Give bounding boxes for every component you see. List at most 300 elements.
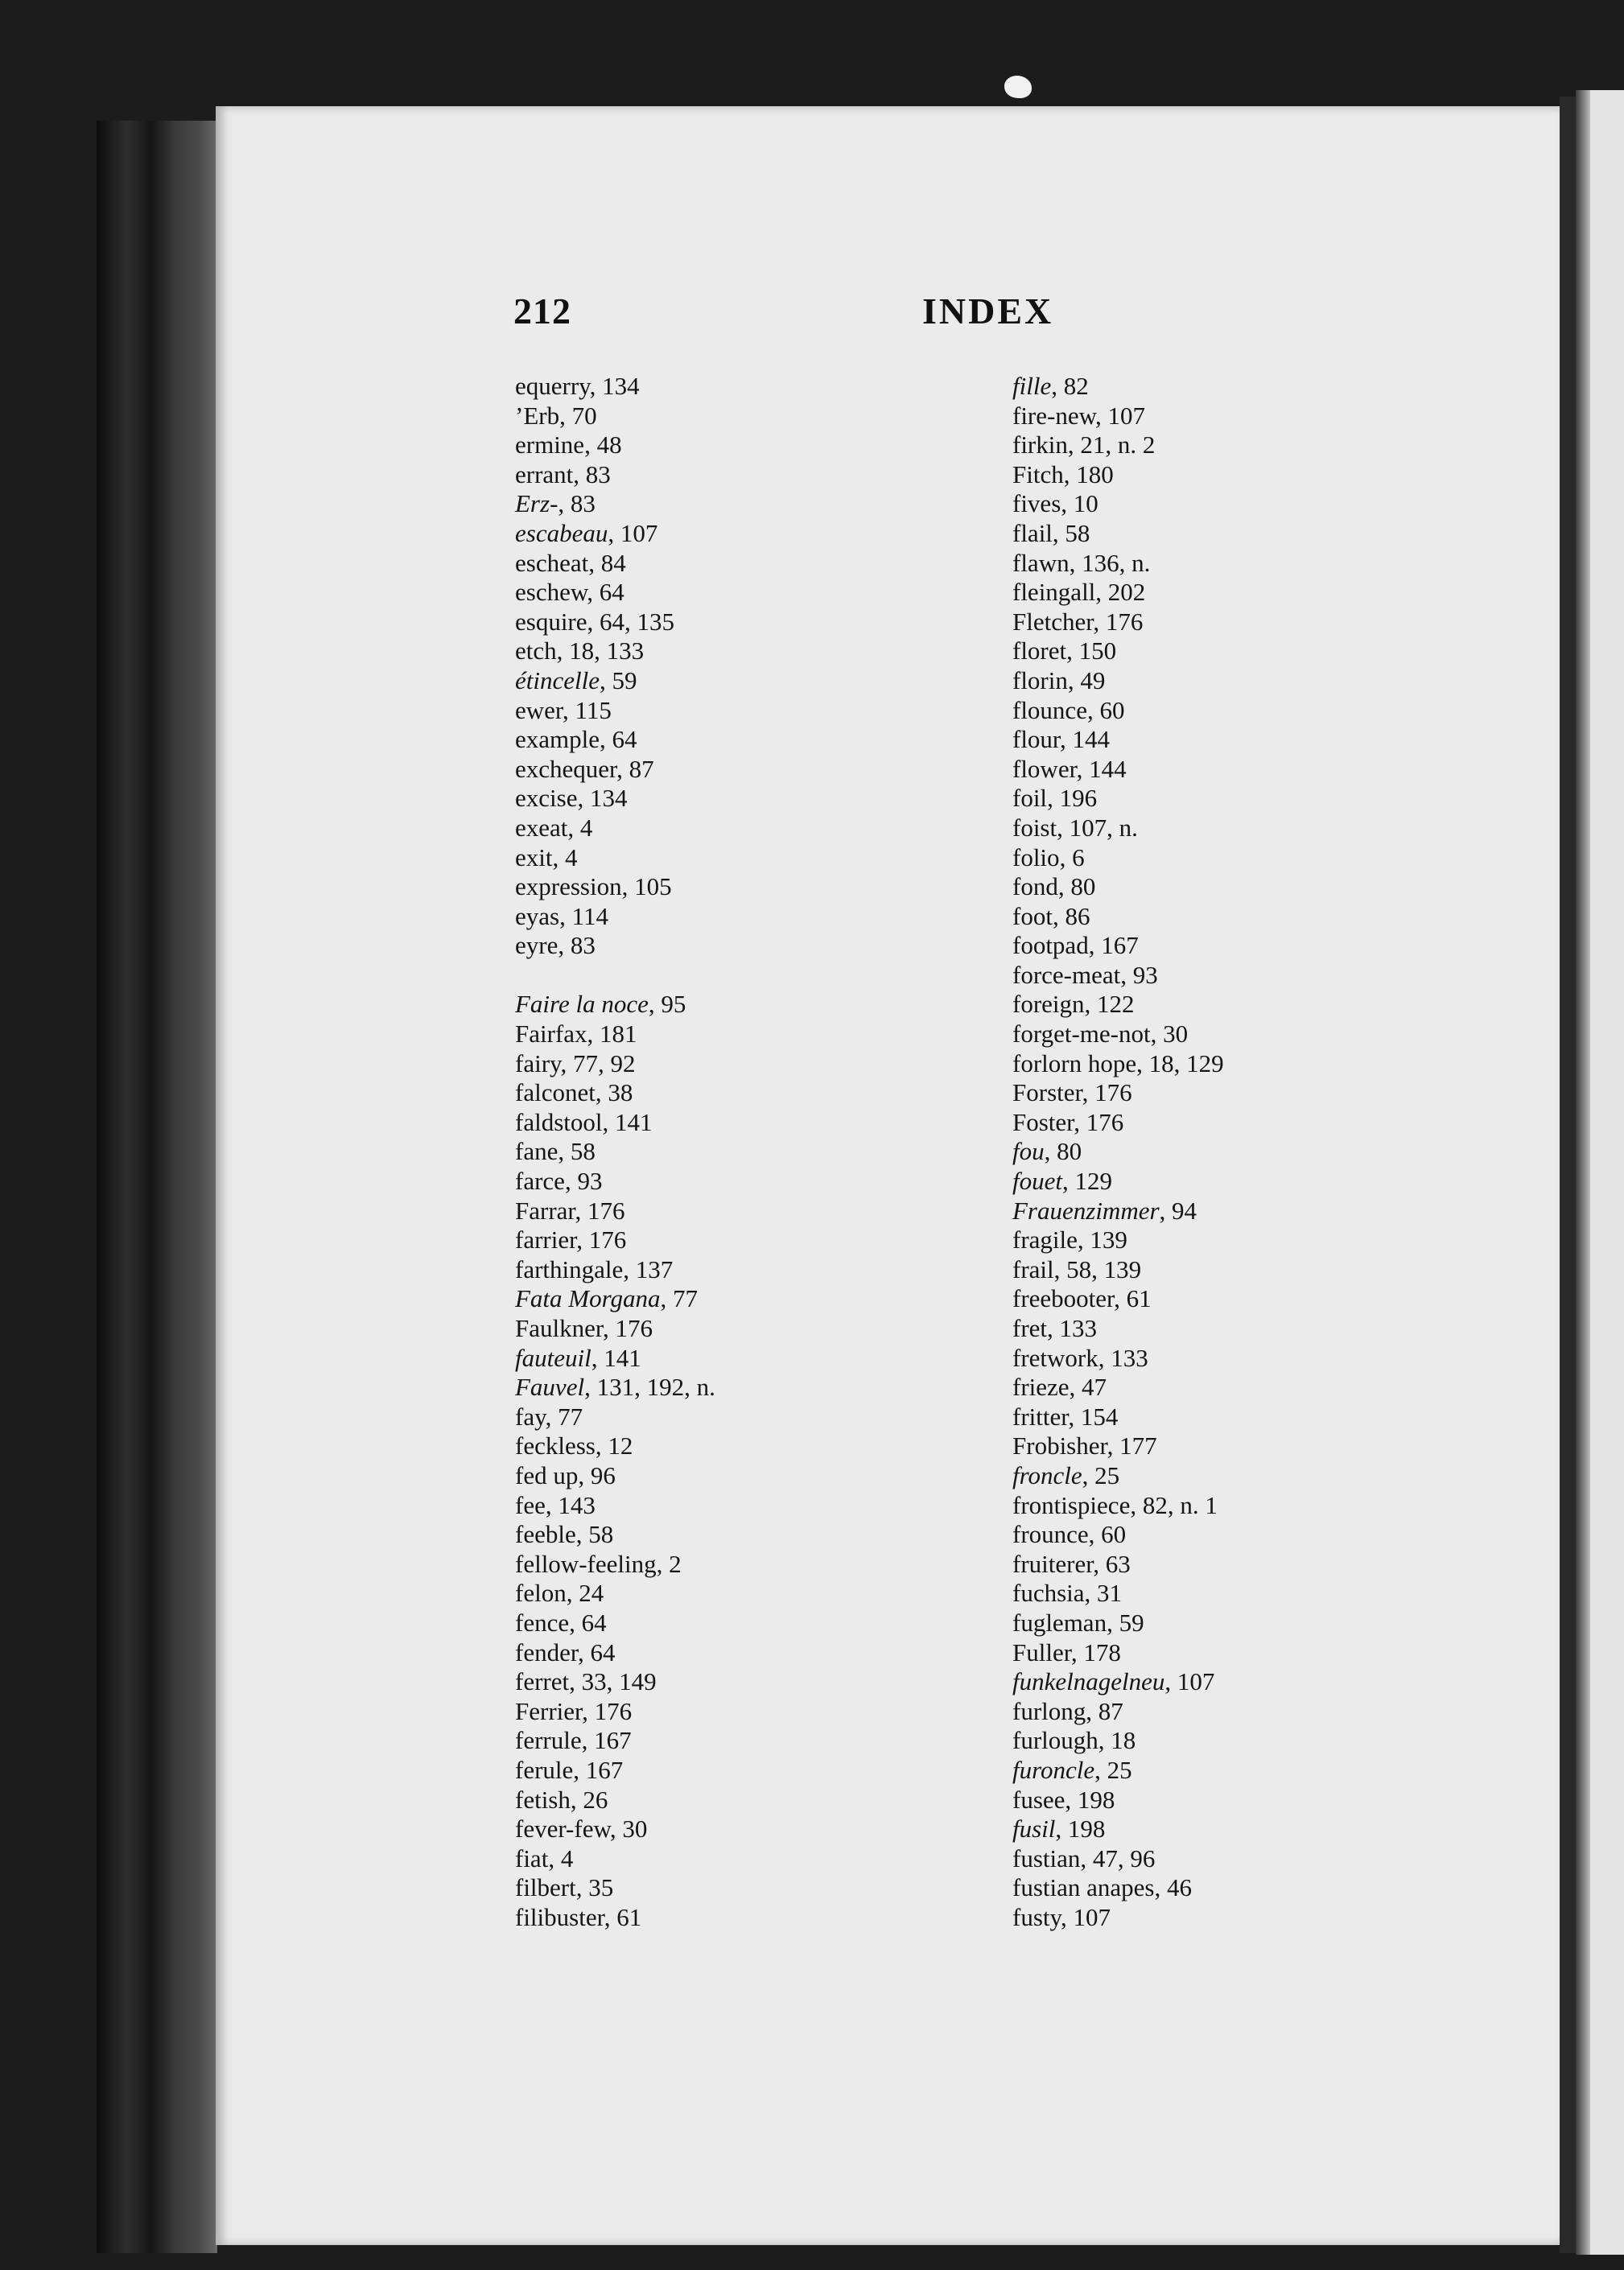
index-page-refs: , 95 <box>648 990 686 1019</box>
index-page-refs: , 64 <box>569 1608 607 1637</box>
index-page-refs: , 83 <box>558 489 596 518</box>
index-entry <box>1012 1667 1463 1697</box>
index-term: fauteuil <box>515 1343 591 1372</box>
index-entry <box>515 1873 966 1903</box>
index-entry <box>515 489 966 519</box>
index-page-refs: , 77 <box>545 1402 583 1431</box>
index-term: escheat <box>515 548 589 577</box>
index-entry <box>1012 1491 1463 1521</box>
index-page-refs: , 133 <box>1047 1314 1098 1342</box>
index-entry <box>515 431 966 460</box>
index-entry <box>515 1609 966 1638</box>
index-entry <box>1012 814 1463 843</box>
index-term: furoncle <box>1012 1755 1095 1784</box>
index-term: Erz- <box>515 489 559 518</box>
index-entry <box>515 1373 966 1403</box>
index-entry <box>1012 1373 1463 1403</box>
index-entry <box>1012 1344 1463 1374</box>
index-page-refs: , 46 <box>1154 1873 1192 1902</box>
index-entry <box>515 402 966 431</box>
index-page-refs: , 178 <box>1070 1638 1121 1666</box>
index-entry <box>515 931 966 961</box>
index-term: foist <box>1012 813 1057 842</box>
index-term: errant <box>515 459 574 488</box>
index-page-refs: , 30 <box>609 1815 648 1844</box>
index-page-refs: , 87 <box>1086 1696 1123 1725</box>
page-gutter-shadow <box>1560 97 1576 2253</box>
index-term: firkin <box>1012 431 1068 459</box>
index-entry <box>515 608 966 637</box>
index-page-refs: , 58 <box>1052 518 1090 547</box>
index-term: exchequer <box>515 754 617 783</box>
index-entry <box>515 1638 966 1668</box>
index-entry <box>1012 1226 1463 1255</box>
index-entry <box>1012 1255 1463 1285</box>
index-page-refs: , 80 <box>1057 872 1096 901</box>
index-entry <box>1012 1197 1463 1226</box>
index-term: fellow-feeling <box>515 1549 657 1578</box>
index-entry <box>515 902 966 932</box>
index-page-refs: , 61 <box>604 1902 642 1931</box>
index-page-refs: , 196 <box>1047 784 1098 813</box>
index-page-refs: , 77 <box>660 1284 699 1313</box>
index-term: ’Erb <box>515 401 560 430</box>
index-entry <box>515 1491 966 1521</box>
index-page-refs: , 10 <box>1061 489 1098 518</box>
index-page-refs: , 4 <box>552 842 578 871</box>
index-page-refs: , 176 <box>582 1696 633 1725</box>
index-entry <box>515 755 966 785</box>
index-term: foot <box>1012 901 1053 930</box>
index-term: fou <box>1012 1137 1045 1166</box>
index-page-refs: , 134 <box>589 372 640 400</box>
index-entry <box>1012 990 1463 1020</box>
index-entry <box>515 1726 966 1756</box>
index-entry <box>1012 1786 1463 1815</box>
index-term: freebooter <box>1012 1284 1115 1313</box>
index-page-refs: , 38 <box>595 1078 633 1107</box>
index-term: Fuller <box>1012 1638 1071 1666</box>
index-entry <box>1012 372 1463 402</box>
index-entry <box>515 1226 966 1255</box>
index-entry <box>1012 1461 1463 1491</box>
index-entry <box>1012 460 1463 490</box>
index-entry <box>515 578 966 608</box>
index-entry <box>1012 1432 1463 1461</box>
index-entry <box>515 814 966 843</box>
index-page-refs: , 202 <box>1095 578 1146 607</box>
index-term: expression <box>515 872 622 901</box>
index-entry <box>515 1108 966 1138</box>
index-entry <box>1012 431 1463 460</box>
index-term: forlorn hope <box>1012 1048 1137 1077</box>
index-entry <box>1012 1314 1463 1344</box>
index-entry <box>515 1815 966 1844</box>
index-term: foreign <box>1012 990 1085 1019</box>
index-term: fee <box>515 1490 546 1519</box>
index-term: fives <box>1012 489 1061 518</box>
index-term: Fata Morgana <box>515 1284 661 1313</box>
index-entry <box>515 1844 966 1874</box>
index-term: falconet <box>515 1078 596 1107</box>
index-page-refs: , 176 <box>576 1226 627 1254</box>
index-page-refs: , 133 <box>1098 1343 1148 1372</box>
index-page-refs: , 167 <box>573 1755 624 1784</box>
index-page-refs: , 107 <box>1094 401 1145 430</box>
index-term: Fairfax <box>515 1020 587 1048</box>
index-term: fleingall <box>1012 578 1096 607</box>
index-page-refs: , 83 <box>573 459 611 488</box>
index-term: etch <box>515 637 557 665</box>
index-term: funkelnagelneu <box>1012 1667 1165 1696</box>
index-page-refs: , 107 <box>1164 1667 1215 1696</box>
index-entry <box>515 990 966 1020</box>
index-page-refs: , 93 <box>564 1167 603 1196</box>
index-term: farrier <box>515 1226 577 1254</box>
index-page-refs: , 58 <box>575 1520 614 1549</box>
index-term: florin <box>1012 665 1068 694</box>
index-page-refs: , 107, n. <box>1057 813 1138 842</box>
index-page-refs: , 105 <box>621 872 672 901</box>
index-page-refs: , 61 <box>1114 1284 1152 1313</box>
index-page-refs: , 48 <box>584 431 622 459</box>
index-term: frieze <box>1012 1373 1070 1402</box>
index-term: filbert <box>515 1873 576 1902</box>
index-entry <box>515 1078 966 1108</box>
index-entry <box>1012 696 1463 726</box>
book-binding <box>97 121 217 2253</box>
index-term: fond <box>1012 872 1058 901</box>
index-entry <box>1012 1873 1463 1903</box>
index-term: fragile <box>1012 1226 1078 1254</box>
index-entry <box>515 1579 966 1609</box>
index-entry <box>515 1403 966 1432</box>
index-page-refs: , 58, 139 <box>1053 1254 1142 1283</box>
index-term: fane <box>515 1137 559 1166</box>
index-term: flour <box>1012 725 1061 754</box>
index-entry <box>1012 843 1463 873</box>
index-term: Frauenzimmer <box>1012 1196 1160 1225</box>
index-page-refs: , 129 <box>1062 1167 1112 1196</box>
index-term: Faire la noce <box>515 990 649 1019</box>
index-term: furlough <box>1012 1726 1098 1755</box>
index-page-refs: , 6 <box>1059 842 1085 871</box>
index-page-refs: , 63 <box>1093 1549 1131 1578</box>
index-page-refs: , 176 <box>575 1196 625 1225</box>
index-term: fusee <box>1012 1785 1065 1814</box>
index-page-refs: , 31 <box>1084 1579 1123 1608</box>
index-page-refs: , 82 <box>1051 372 1089 400</box>
index-entry <box>515 1461 966 1491</box>
index-page-refs: , 30 <box>1150 1020 1189 1048</box>
index-term: fusil <box>1012 1815 1056 1844</box>
index-term: eyas <box>515 901 560 930</box>
index-entry <box>515 637 966 666</box>
index-term: farce <box>515 1167 565 1196</box>
index-page-refs: , 96 <box>578 1460 616 1489</box>
index-term: fay <box>515 1402 546 1431</box>
index-entry <box>1012 1167 1463 1197</box>
index-page-refs: , 137 <box>623 1254 674 1283</box>
index-term: Foster <box>1012 1107 1074 1136</box>
index-entry <box>1012 755 1463 785</box>
index-term: fever-few <box>515 1815 610 1844</box>
index-page-refs: , 33, 149 <box>569 1667 657 1696</box>
index-column-right <box>1012 372 1463 1932</box>
index-page-refs: , 47 <box>1069 1373 1107 1402</box>
index-term: flawn <box>1012 548 1070 577</box>
index-page-refs: , 141 <box>591 1343 641 1372</box>
index-term: forget-me-not <box>1012 1020 1151 1048</box>
index-term: frontispiece <box>1012 1490 1131 1519</box>
index-entry <box>1012 1609 1463 1638</box>
index-term: foil <box>1012 784 1048 813</box>
index-entry <box>515 1756 966 1786</box>
index-entry <box>515 843 966 873</box>
index-page-refs: , 154 <box>1068 1402 1119 1431</box>
index-term: escabeau <box>515 518 608 547</box>
index-page-refs: , 87 <box>616 754 654 783</box>
index-entry <box>1012 489 1463 519</box>
index-entry <box>515 549 966 579</box>
index-term: fender <box>515 1638 578 1666</box>
index-page-refs: , 176 <box>1074 1107 1124 1136</box>
index-page-refs: , 18, 133 <box>556 637 645 665</box>
index-page-refs: , 198 <box>1055 1815 1106 1844</box>
index-entry <box>1012 1049 1463 1079</box>
index-page-refs: , 144 <box>1060 725 1111 754</box>
index-term: fetish <box>515 1785 571 1814</box>
index-term: ferrule <box>515 1726 582 1755</box>
index-term: fire-new <box>1012 401 1095 430</box>
index-page-refs: , 181 <box>587 1020 637 1048</box>
index-entry <box>1012 1697 1463 1727</box>
index-term: force-meat <box>1012 960 1121 989</box>
index-term: flail <box>1012 518 1053 547</box>
index-entry <box>1012 1815 1463 1844</box>
index-entry <box>1012 1403 1463 1432</box>
index-page-refs: , 115 <box>563 695 612 724</box>
index-page-refs: , 139 <box>1077 1226 1127 1254</box>
index-term: Ferrier <box>515 1696 583 1725</box>
index-page-refs: , 64 <box>600 725 637 754</box>
index-term: floret <box>1012 637 1067 665</box>
index-entry <box>515 696 966 726</box>
index-entry <box>1012 1137 1463 1167</box>
index-entry <box>1012 1520 1463 1550</box>
index-page-refs: , 47, 96 <box>1080 1844 1156 1872</box>
index-entry <box>515 725 966 755</box>
index-entry <box>515 372 966 402</box>
index-term: equerry <box>515 372 590 400</box>
index-entry <box>515 1697 966 1727</box>
page-header <box>513 290 1077 338</box>
index-term: example <box>515 725 600 754</box>
index-term: faldstool <box>515 1107 603 1136</box>
index-entry <box>1012 1756 1463 1786</box>
index-page-refs: , 84 <box>588 548 626 577</box>
index-page-refs: , 144 <box>1076 754 1127 783</box>
index-page-refs: , 86 <box>1052 901 1090 930</box>
index-term: fuchsia <box>1012 1579 1085 1608</box>
index-page-refs: , 4 <box>548 1844 574 1872</box>
index-term: froncle <box>1012 1460 1082 1489</box>
index-page-refs: , 143 <box>545 1490 596 1519</box>
index-term: Fitch <box>1012 459 1064 488</box>
index-term: fence <box>515 1608 570 1637</box>
index-page-refs: , 70 <box>559 401 597 430</box>
index-term: Farrar <box>515 1196 575 1225</box>
index-term: farthingale <box>515 1254 624 1283</box>
index-page-refs: , 180 <box>1063 459 1114 488</box>
index-term: footpad <box>1012 931 1089 960</box>
index-page-refs: , 82, n. 1 <box>1130 1490 1218 1519</box>
index-entry <box>1012 1078 1463 1108</box>
index-term: Fauvel <box>515 1373 585 1402</box>
index-page-refs: , 93 <box>1120 960 1158 989</box>
index-entry <box>515 1786 966 1815</box>
index-entry <box>515 1137 966 1167</box>
index-entry <box>1012 578 1463 608</box>
index-page-refs: , 150 <box>1066 637 1117 665</box>
index-entry <box>1012 784 1463 814</box>
index-term: Fletcher <box>1012 607 1094 636</box>
index-term: fritter <box>1012 1402 1069 1431</box>
index-page-refs: , 122 <box>1084 990 1135 1019</box>
index-page-refs: , 134 <box>577 784 628 813</box>
index-term: flower <box>1012 754 1077 783</box>
index-page-refs: , 49 <box>1067 665 1106 694</box>
index-entry <box>1012 637 1463 666</box>
index-page-refs: , 25 <box>1082 1460 1120 1489</box>
index-entry <box>1012 1638 1463 1668</box>
index-term: fugleman <box>1012 1608 1107 1637</box>
index-page-refs: , 2 <box>656 1549 682 1578</box>
index-term: fruiterer <box>1012 1549 1094 1578</box>
index-entry <box>1012 519 1463 549</box>
index-entry <box>515 1667 966 1697</box>
index-term: exit <box>515 842 553 871</box>
index-page-refs: , 114 <box>559 901 608 930</box>
index-entry <box>1012 549 1463 579</box>
index-term: frounce <box>1012 1520 1089 1549</box>
index-term: flounce <box>1012 695 1087 724</box>
index-page-refs: , 60 <box>1088 1520 1127 1549</box>
index-term: fretwork <box>1012 1343 1098 1372</box>
index-term: Faulkner <box>515 1314 603 1342</box>
index-page-refs: , 136, n. <box>1069 548 1151 577</box>
index-term: fairy <box>515 1048 561 1077</box>
index-page-refs: , 64 <box>577 1638 616 1666</box>
index-term: Forster <box>1012 1078 1082 1107</box>
index-entry <box>1012 1903 1463 1933</box>
index-page-refs: , 4 <box>567 813 593 842</box>
index-entry <box>1012 1550 1463 1580</box>
index-entry <box>515 1432 966 1461</box>
index-entry <box>1012 1020 1463 1049</box>
index-page-refs: , 26 <box>570 1785 608 1814</box>
index-entry <box>1012 961 1463 991</box>
index-page-refs: , 18 <box>1098 1726 1136 1755</box>
index-page-refs: , 141 <box>602 1107 653 1136</box>
index-column-left <box>515 372 966 1932</box>
index-page-refs: , 64 <box>587 578 624 607</box>
index-term: fusty <box>1012 1902 1061 1931</box>
index-page-refs: , 24 <box>566 1579 604 1608</box>
index-page-refs: , 94 <box>1159 1196 1197 1225</box>
index-term: Frobisher <box>1012 1432 1107 1460</box>
index-page-refs: , 18, 129 <box>1136 1048 1224 1077</box>
index-page-refs: , 21, n. 2 <box>1067 431 1156 459</box>
index-entry <box>1012 872 1463 902</box>
index-entry <box>515 784 966 814</box>
index-page-refs: , 176 <box>1093 607 1144 636</box>
index-entry <box>1012 1726 1463 1756</box>
index-entry <box>515 1284 966 1314</box>
index-term: ferret <box>515 1667 570 1696</box>
index-page-refs: , 167 <box>1088 931 1139 960</box>
index-term: eschew <box>515 578 587 607</box>
index-entry <box>1012 902 1463 932</box>
index-term: exeat <box>515 813 568 842</box>
index-page-refs: , 60 <box>1086 695 1125 724</box>
index-page-refs: , 83 <box>558 931 596 960</box>
index-page-refs: , 198 <box>1065 1785 1115 1814</box>
index-term: fiat <box>515 1844 549 1872</box>
index-entry <box>515 1903 966 1933</box>
index-term: étincelle <box>515 665 600 694</box>
index-page-refs: , 77, 92 <box>560 1048 636 1077</box>
index-page-refs: , 107 <box>1061 1902 1111 1931</box>
index-page-refs: , 12 <box>595 1432 633 1460</box>
index-entry <box>1012 1844 1463 1874</box>
index-entry <box>515 1255 966 1285</box>
index-term: ferule <box>515 1755 574 1784</box>
index-entry <box>1012 402 1463 431</box>
index-page-refs: , 176 <box>1082 1078 1132 1107</box>
index-entry <box>515 1049 966 1079</box>
index-term: fille <box>1012 372 1052 400</box>
index-entry <box>1012 1108 1463 1138</box>
index-term: ewer <box>515 695 563 724</box>
index-term: feeble <box>515 1520 576 1549</box>
index-page-refs: , 25 <box>1094 1755 1132 1784</box>
index-page-refs: , 177 <box>1107 1432 1157 1460</box>
index-page-refs: , 107 <box>608 518 658 547</box>
index-entry <box>515 1550 966 1580</box>
index-entry <box>1012 608 1463 637</box>
index-entry <box>515 666 966 696</box>
index-term: furlong <box>1012 1696 1086 1725</box>
index-entry <box>515 460 966 490</box>
page-number: 212 <box>513 290 571 332</box>
index-term: ermine <box>515 431 585 459</box>
index-entry <box>515 1197 966 1226</box>
index-entry <box>1012 725 1463 755</box>
index-entry <box>515 519 966 549</box>
index-entry <box>515 1344 966 1374</box>
index-entry <box>1012 931 1463 961</box>
index-entry <box>515 1314 966 1344</box>
index-page-refs: , 167 <box>581 1726 632 1755</box>
running-title: INDEX <box>922 290 1054 332</box>
index-term: fustian <box>1012 1844 1081 1872</box>
index-page-refs: , 59 <box>600 665 637 694</box>
index-term: frail <box>1012 1254 1054 1283</box>
index-term: eyre <box>515 931 559 960</box>
index-term: fouet <box>1012 1167 1062 1196</box>
index-term: felon <box>515 1579 567 1608</box>
